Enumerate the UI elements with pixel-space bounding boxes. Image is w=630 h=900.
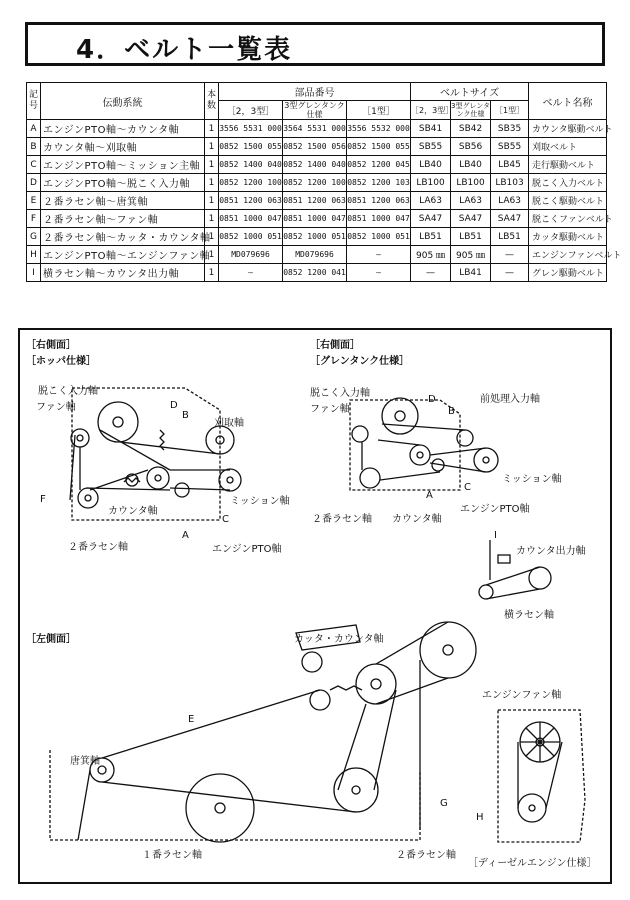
counter-out-i-label: I bbox=[494, 530, 497, 541]
system-cell: ２番ラセン軸～ファン軸 bbox=[41, 210, 205, 228]
part-tank-cell: 0852 1200 041 bbox=[283, 264, 347, 282]
part-1-cell: 3556 5532 000 bbox=[347, 120, 411, 138]
table-row bbox=[27, 138, 607, 156]
cross-screw-label: 横ラセン軸 bbox=[504, 610, 554, 621]
count-cell: 1 bbox=[205, 264, 219, 282]
tank-side-label: ［右側面］ bbox=[310, 340, 360, 351]
engine-h-label: H bbox=[476, 812, 484, 823]
size-1-cell: — bbox=[491, 264, 529, 282]
size-23-cell: LB40 bbox=[411, 156, 451, 174]
size-1-cell: LB103 bbox=[491, 174, 529, 192]
size-23-cell: LB100 bbox=[411, 174, 451, 192]
symbol-cell: B bbox=[27, 138, 41, 156]
size-23-cell: SB41 bbox=[411, 120, 451, 138]
part-1-cell: 0852 1200 045 bbox=[347, 156, 411, 174]
tank-thresh-input-label: 脱こく入力軸 bbox=[310, 388, 370, 399]
hopper-reaper-label: 刈取軸 bbox=[214, 418, 244, 429]
count-cell: 1 bbox=[205, 120, 219, 138]
size-1-cell: SA47 bbox=[491, 210, 529, 228]
belt-name-cell: 脱こくファンベルト bbox=[529, 210, 607, 228]
size-23-cell: — bbox=[411, 264, 451, 282]
header-system: 伝動系統 bbox=[41, 83, 205, 120]
part-23-cell: 0851 1000 047 bbox=[219, 210, 283, 228]
cutter-counter-label: カッタ・カウンタ軸 bbox=[294, 634, 384, 645]
tank-a-label: A bbox=[426, 490, 433, 501]
header-part-23: ［2，3型］ bbox=[219, 101, 283, 120]
part-1-cell: 0851 1000 047 bbox=[347, 210, 411, 228]
part-tank-cell: 0852 1200 100 bbox=[283, 174, 347, 192]
tank-screw2-label: ２番ラセン軸 bbox=[312, 514, 372, 525]
winnow-label: 唐箕軸 bbox=[70, 756, 100, 767]
counter-out-label: カウンタ出力軸 bbox=[516, 546, 586, 557]
header-size-1: ［1型］ bbox=[491, 101, 529, 120]
tank-fan-label: ファン軸 bbox=[310, 404, 350, 415]
part-1-cell: 0852 1500 055 bbox=[347, 138, 411, 156]
title-box bbox=[25, 22, 605, 66]
hopper-thresh-input-label: 脱こく入力軸 bbox=[38, 386, 98, 397]
count-cell: 1 bbox=[205, 174, 219, 192]
hopper-spec-label: ［ホッパ仕様］ bbox=[26, 356, 96, 367]
screw1-label: １番ラセン軸 bbox=[142, 850, 202, 861]
size-tank-cell: SB42 bbox=[451, 120, 491, 138]
left-g-label: G bbox=[440, 798, 448, 809]
count-cell: 1 bbox=[205, 192, 219, 210]
page-title: 4．ベルト一覧表 bbox=[76, 35, 293, 65]
engine-diagram bbox=[498, 710, 585, 842]
hopper-diagram bbox=[70, 388, 241, 520]
tank-mission-label: ミッション軸 bbox=[502, 474, 562, 485]
tank-d-label: D bbox=[428, 394, 436, 405]
part-tank-cell: 3564 5531 000 bbox=[283, 120, 347, 138]
part-1-cell: 0852 1200 103 bbox=[347, 174, 411, 192]
count-cell: 1 bbox=[205, 228, 219, 246]
engine-spec-label: ［ディーゼルエンジン仕様］ bbox=[468, 858, 597, 869]
part-1-cell: — bbox=[347, 246, 411, 264]
hopper-side-label: ［右側面］ bbox=[26, 340, 76, 351]
symbol-cell: A bbox=[27, 120, 41, 138]
tank-pto-label: エンジンPTO軸 bbox=[460, 504, 530, 515]
size-23-cell: LA63 bbox=[411, 192, 451, 210]
symbol-cell: F bbox=[27, 210, 41, 228]
table-row bbox=[27, 228, 607, 246]
part-tank-cell: 0852 1500 056 bbox=[283, 138, 347, 156]
symbol-cell: C bbox=[27, 156, 41, 174]
part-tank-cell: 0851 1200 063 bbox=[283, 192, 347, 210]
header-name: ベルト名称 bbox=[529, 83, 607, 120]
tank-pre-input-label: 前処理入力軸 bbox=[480, 394, 540, 405]
size-tank-cell: SB56 bbox=[451, 138, 491, 156]
table-row bbox=[27, 264, 607, 282]
part-23-cell: 3556 5531 000 bbox=[219, 120, 283, 138]
part-1-cell: 0851 1200 063 bbox=[347, 192, 411, 210]
part-tank-cell: 0852 1000 051 bbox=[283, 228, 347, 246]
size-tank-cell: SA47 bbox=[451, 210, 491, 228]
size-1-cell: — bbox=[491, 246, 529, 264]
symbol-cell: E bbox=[27, 192, 41, 210]
left-e-label: E bbox=[188, 714, 195, 725]
size-tank-cell: LA63 bbox=[451, 192, 491, 210]
size-1-cell: SB35 bbox=[491, 120, 529, 138]
belt-table bbox=[26, 82, 622, 282]
hopper-counter-label: カウンタ軸 bbox=[108, 506, 158, 517]
size-tank-cell: LB100 bbox=[451, 174, 491, 192]
header-symbol: 記号 bbox=[27, 83, 41, 120]
header-size-group: ベルトサイズ bbox=[411, 83, 529, 101]
left-diagram bbox=[50, 622, 476, 842]
part-1-cell: 0852 1000 051 bbox=[347, 228, 411, 246]
hopper-d-label: D bbox=[170, 400, 178, 411]
belt-name-cell: 走行駆動ベルト bbox=[529, 156, 607, 174]
belt-name-cell: エンジンファンベルト bbox=[529, 246, 607, 264]
part-23-cell: — bbox=[219, 264, 283, 282]
system-cell: エンジンPTO軸～カウンタ軸 bbox=[41, 120, 205, 138]
header-count: 本数 bbox=[205, 83, 219, 120]
tank-counter-label: カウンタ軸 bbox=[392, 514, 442, 525]
table-row bbox=[27, 192, 607, 210]
system-cell: ２番ラセン軸～カッタ・カウンタ軸 bbox=[41, 228, 205, 246]
table-row bbox=[27, 210, 607, 228]
table-row bbox=[27, 156, 607, 174]
hopper-c-label: C bbox=[222, 514, 229, 525]
tank-spec-label: ［グレンタンク仕様］ bbox=[310, 356, 410, 367]
part-23-cell: 0852 1500 055 bbox=[219, 138, 283, 156]
header-part-group: 部品番号 bbox=[219, 83, 411, 101]
hopper-mission-label: ミッション軸 bbox=[230, 496, 290, 507]
count-cell: 1 bbox=[205, 138, 219, 156]
engine-fan-label: エンジンファン軸 bbox=[482, 690, 562, 701]
size-23-cell: LB51 bbox=[411, 228, 451, 246]
hopper-pto-label: エンジンPTO軸 bbox=[212, 544, 282, 555]
size-1-cell: LA63 bbox=[491, 192, 529, 210]
belt-name-cell: 脱こく駆動ベルト bbox=[529, 192, 607, 210]
table-row bbox=[27, 120, 607, 138]
size-1-cell: LB51 bbox=[491, 228, 529, 246]
part-tank-cell: MD079696 bbox=[283, 246, 347, 264]
part-23-cell: 0852 1000 051 bbox=[219, 228, 283, 246]
belt-name-cell: グレン駆動ベルト bbox=[529, 264, 607, 282]
belt-name-cell: カッタ駆動ベルト bbox=[529, 228, 607, 246]
size-tank-cell: LB40 bbox=[451, 156, 491, 174]
size-23-cell: 905 ㎜ bbox=[411, 246, 451, 264]
hopper-a-label: A bbox=[182, 530, 189, 541]
size-1-cell: LB45 bbox=[491, 156, 529, 174]
part-23-cell: MD079696 bbox=[219, 246, 283, 264]
hopper-f-label: F bbox=[40, 494, 46, 505]
count-cell: 1 bbox=[205, 246, 219, 264]
belt-name-cell: カウンタ駆動ベルト bbox=[529, 120, 607, 138]
part-23-cell: 0851 1200 063 bbox=[219, 192, 283, 210]
symbol-cell: D bbox=[27, 174, 41, 192]
size-tank-cell: LB51 bbox=[451, 228, 491, 246]
hopper-screw2-label: ２番ラセン軸 bbox=[68, 542, 128, 553]
belt-name-cell: 脱こく入力ベルト bbox=[529, 174, 607, 192]
table-row bbox=[27, 246, 607, 264]
left-screw2-label: ２番ラセン軸 bbox=[396, 850, 456, 861]
system-cell: エンジンPTO軸～ミッション主軸 bbox=[41, 156, 205, 174]
symbol-cell: I bbox=[27, 264, 41, 282]
tank-b-label: B bbox=[448, 406, 455, 417]
size-23-cell: SA47 bbox=[411, 210, 451, 228]
part-1-cell: — bbox=[347, 264, 411, 282]
size-23-cell: SB55 bbox=[411, 138, 451, 156]
hopper-b-label: B bbox=[182, 410, 189, 421]
symbol-cell: H bbox=[27, 246, 41, 264]
header-part-1: ［1型］ bbox=[347, 101, 411, 120]
part-tank-cell: 0851 1000 047 bbox=[283, 210, 347, 228]
part-tank-cell: 0852 1400 040 bbox=[283, 156, 347, 174]
count-cell: 1 bbox=[205, 156, 219, 174]
size-tank-cell: 905 ㎜ bbox=[451, 246, 491, 264]
size-tank-cell: LB41 bbox=[451, 264, 491, 282]
system-cell: カウンタ軸～刈取軸 bbox=[41, 138, 205, 156]
system-cell: ２番ラセン軸～唐箕軸 bbox=[41, 192, 205, 210]
header-size-tank: 3型グレンタンク仕様 bbox=[451, 102, 491, 118]
part-23-cell: 0852 1400 040 bbox=[219, 156, 283, 174]
tank-diagram bbox=[350, 398, 498, 490]
tank-c-label: C bbox=[464, 482, 471, 493]
symbol-cell: G bbox=[27, 228, 41, 246]
header-part-tank: 3型グレンタンク仕様 bbox=[284, 101, 345, 119]
table-row bbox=[27, 174, 607, 192]
system-cell: 横ラセン軸～カウンタ出力軸 bbox=[41, 264, 205, 282]
size-1-cell: SB55 bbox=[491, 138, 529, 156]
part-23-cell: 0852 1200 100 bbox=[219, 174, 283, 192]
left-side-label: ［左側面］ bbox=[26, 634, 76, 645]
system-cell: エンジンPTO軸～脱こく入力軸 bbox=[41, 174, 205, 192]
diagram-frame bbox=[18, 328, 612, 884]
hopper-fan-label: ファン軸 bbox=[36, 402, 76, 413]
system-cell: エンジンPTO軸～エンジンファン軸 bbox=[41, 246, 205, 264]
belt-name-cell: 刈取ベルト bbox=[529, 138, 607, 156]
header-size-23: ［2，3型］ bbox=[411, 101, 451, 120]
count-cell: 1 bbox=[205, 210, 219, 228]
